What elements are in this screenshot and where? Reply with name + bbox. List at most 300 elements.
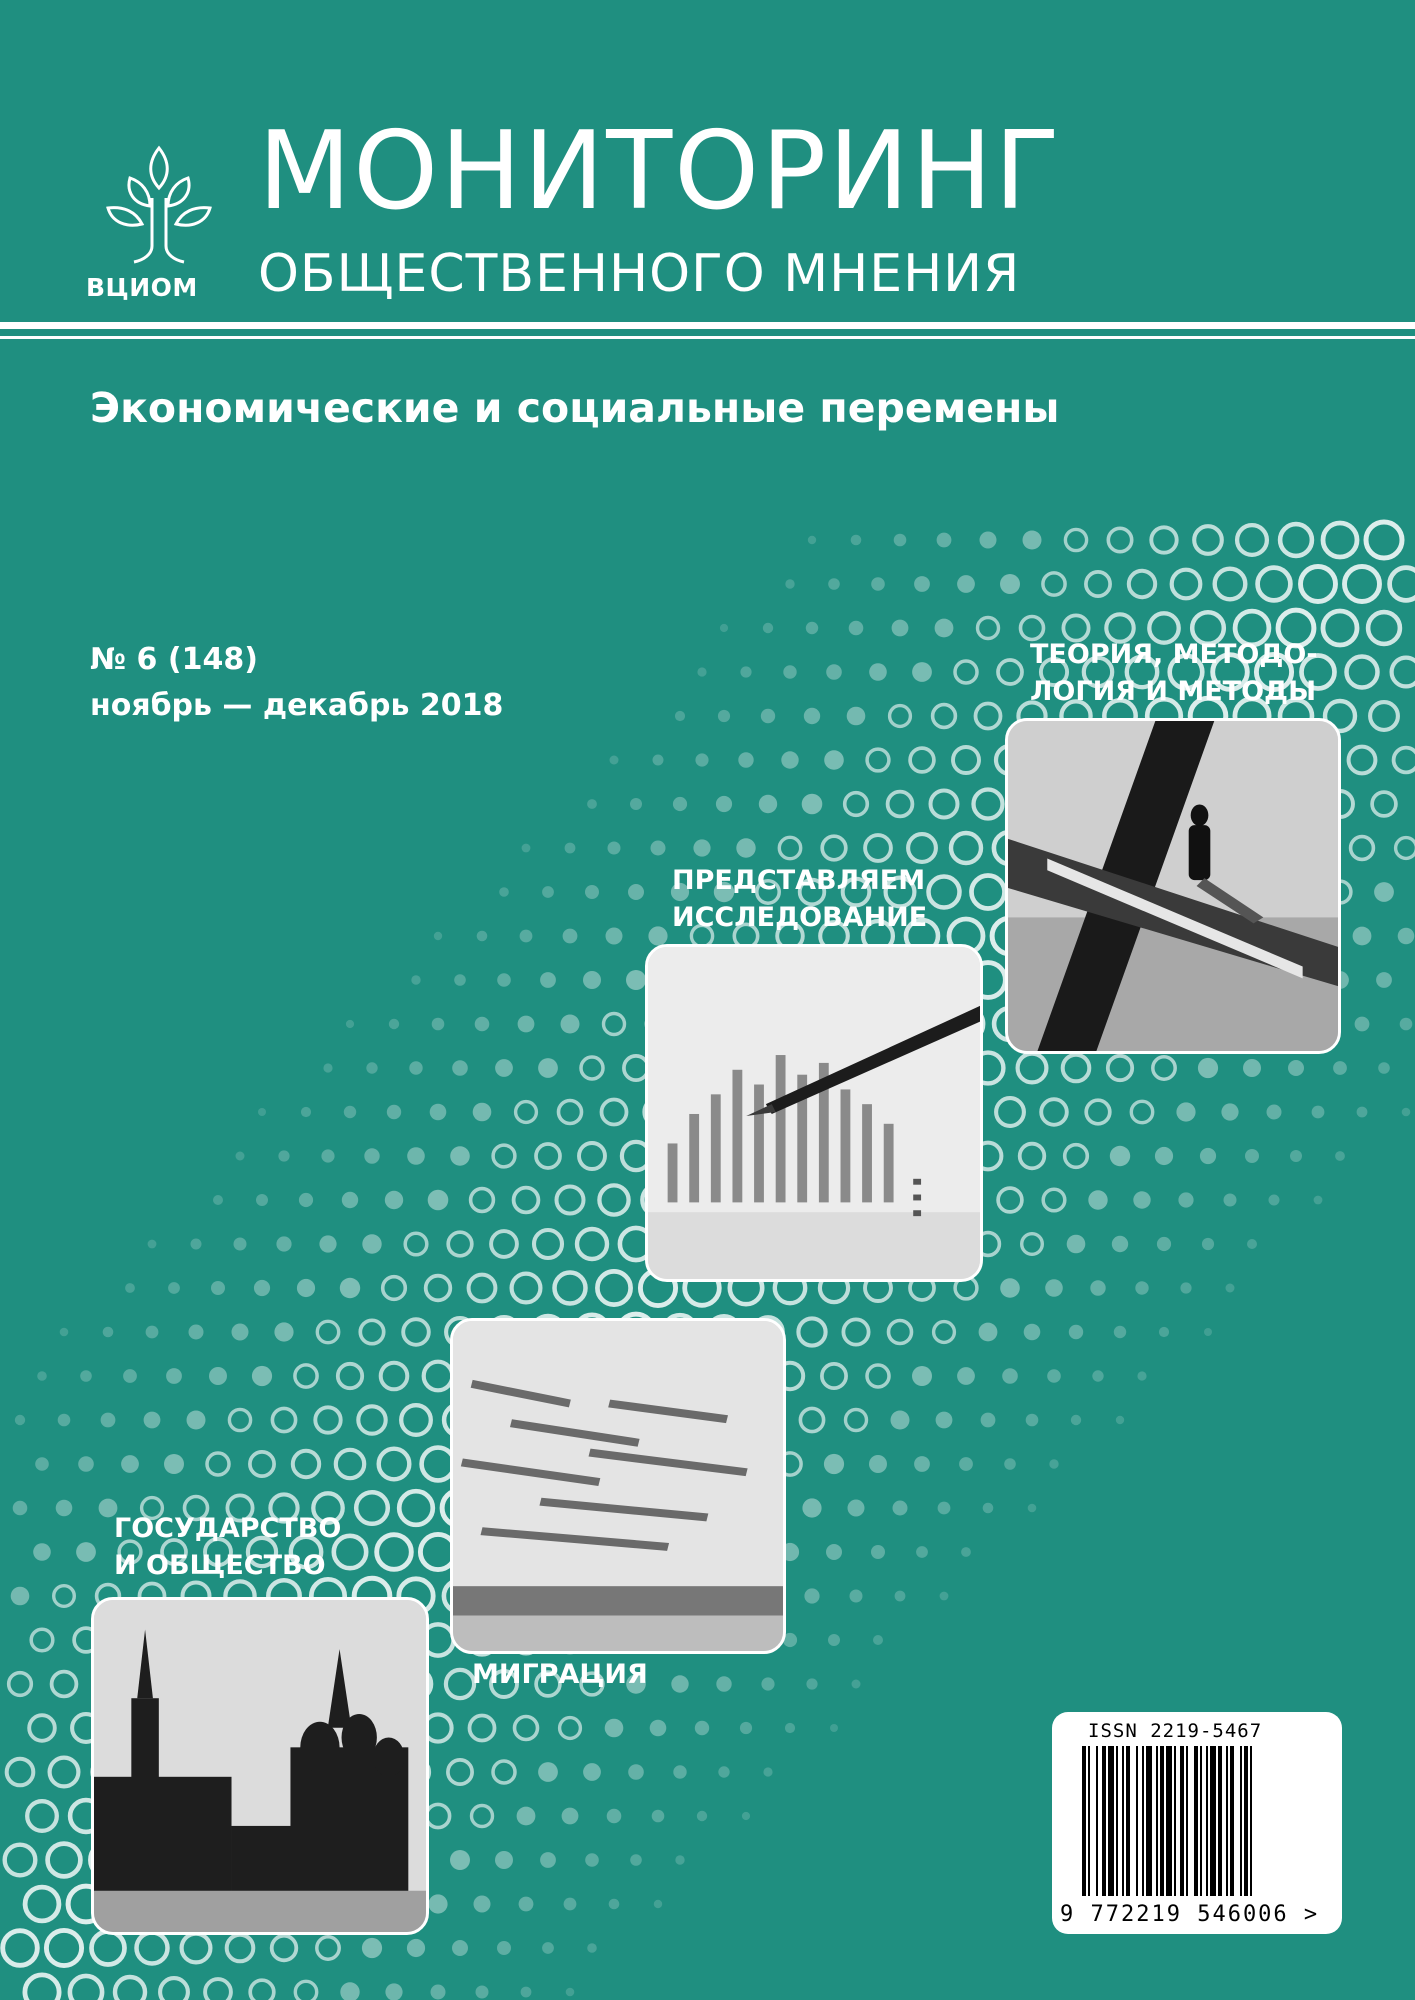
pattern-dot [250, 1452, 274, 1476]
pattern-dot [54, 1586, 75, 1607]
pattern-dot [475, 1017, 490, 1032]
pattern-dot [577, 1229, 607, 1259]
pattern-dot [236, 1152, 245, 1161]
pattern-dot [826, 1544, 842, 1560]
pattern-dot [871, 577, 885, 591]
pattern-dot [1372, 792, 1396, 816]
pattern-dot [849, 621, 864, 636]
pattern-dot [1198, 1058, 1218, 1078]
section-label-line: ИССЛЕДОВАНИЕ [672, 902, 928, 934]
pattern-dot [800, 1408, 823, 1431]
pattern-dot [1368, 612, 1400, 644]
pattern-dot [1333, 1061, 1347, 1075]
pattern-dot [379, 1449, 410, 1480]
journal-title: МОНИТОРИНГ [258, 109, 1063, 234]
pattern-dot [493, 1761, 515, 1783]
pattern-dot [431, 1985, 446, 2000]
pattern-dot [1353, 927, 1372, 946]
pattern-dot [697, 1811, 707, 1821]
pattern-dot [1110, 1146, 1130, 1166]
pattern-dot [895, 1591, 906, 1602]
pattern-dot [519, 1897, 534, 1912]
pattern-dot [695, 1721, 709, 1735]
section-label-migration [472, 1656, 648, 1693]
pattern-dot [974, 790, 1003, 819]
pattern-dot [1108, 528, 1131, 551]
pattern-dot [295, 1365, 317, 1387]
pattern-dot [763, 1767, 772, 1776]
pattern-dot [515, 1717, 538, 1740]
pattern-dot [1133, 1191, 1150, 1208]
pattern-dot [716, 1676, 731, 1691]
pattern-dot [781, 751, 798, 768]
pattern-dot [366, 1062, 377, 1073]
section-label-research [672, 862, 927, 937]
pattern-dot [961, 1547, 971, 1557]
pattern-dot [514, 1188, 539, 1213]
pattern-dot [561, 1015, 580, 1034]
pattern-dot [434, 932, 442, 940]
pattern-dot [15, 1415, 25, 1425]
barcode-number: 9 772219 546006 > [1060, 1902, 1320, 1927]
pattern-dot [1335, 1151, 1345, 1161]
pattern-dot [1390, 568, 1415, 601]
pattern-dot [1065, 529, 1086, 550]
pattern-dot [540, 1852, 556, 1868]
pattern-dot [272, 1408, 295, 1431]
pattern-dot [587, 1943, 597, 1953]
pattern-dot [13, 1501, 28, 1516]
pattern-dot [356, 1492, 388, 1524]
pattern-dot [1043, 1189, 1065, 1211]
pattern-dot [92, 1932, 125, 1965]
pattern-dot [450, 1850, 470, 1870]
pattern-dot [448, 1232, 472, 1256]
barcode-stripe [1226, 1746, 1228, 1896]
pattern-dot [536, 1144, 560, 1168]
barcode-stripe [1166, 1746, 1172, 1896]
pattern-dot [144, 1412, 161, 1429]
pattern-dot [1131, 1101, 1152, 1122]
pattern-dot [1067, 1235, 1086, 1254]
pattern-dot [70, 1976, 102, 2000]
pattern-dot [891, 1411, 910, 1430]
pattern-dot [168, 1282, 180, 1294]
pattern-dot [937, 533, 952, 548]
pattern-dot [1323, 523, 1357, 557]
barcode-stripe [1210, 1746, 1216, 1896]
pattern-dot [78, 1456, 94, 1472]
pattern-dot [736, 838, 755, 857]
pattern-dot [912, 662, 932, 682]
pattern-dot [517, 1807, 536, 1826]
barcode-stripe [1082, 1746, 1086, 1896]
pattern-dot [848, 1500, 865, 1517]
pattern-dot [1351, 837, 1374, 860]
section-label-line: ТЕОРИЯ, МЕТОДО- [1030, 639, 1318, 670]
pattern-dot [1092, 1370, 1103, 1381]
pattern-dot [843, 1319, 868, 1344]
pattern-dot [385, 1983, 402, 2000]
pattern-dot [871, 1545, 885, 1559]
pattern-dot [254, 1280, 270, 1296]
pattern-dot [581, 1057, 603, 1079]
pattern-dot [48, 1844, 81, 1877]
pattern-dot [916, 1546, 928, 1558]
pattern-dot [454, 974, 466, 986]
pattern-dot [407, 1939, 425, 1957]
pattern-dot [205, 1979, 231, 2000]
section-label-line: ПРЕДСТАВЛЯЕМ [672, 865, 926, 896]
pattern-dot [1221, 1103, 1238, 1120]
pattern-dot [651, 841, 666, 856]
pattern-dot [430, 1104, 447, 1121]
pattern-dot [806, 1678, 817, 1689]
pattern-dot [976, 704, 1001, 729]
pattern-dot [125, 1283, 135, 1293]
pattern-dot [409, 1061, 422, 1074]
pattern-dot [957, 1367, 975, 1385]
pattern-dot [278, 1150, 289, 1161]
pattern-dot [852, 1680, 861, 1689]
photo-migration [450, 1318, 786, 1654]
pattern-dot [385, 1191, 403, 1209]
pattern-dot [1000, 1278, 1020, 1298]
pattern-dot [1049, 1459, 1058, 1468]
photo-theory [1005, 718, 1341, 1054]
pattern-dot [346, 1020, 354, 1028]
pattern-dot [542, 886, 554, 898]
pattern-dot [340, 1278, 360, 1298]
pattern-dot [1243, 1059, 1261, 1077]
pattern-dot [213, 1195, 223, 1205]
pattern-dot [274, 1322, 293, 1341]
pattern-dot [1023, 531, 1042, 550]
pattern-dot [626, 970, 646, 990]
pattern-dot [256, 1194, 268, 1206]
pattern-dot [653, 755, 664, 766]
pattern-dot [187, 1411, 206, 1430]
pattern-dot [450, 1146, 470, 1166]
pattern-dot [822, 836, 846, 860]
pattern-dot [540, 972, 556, 988]
pattern-dot [1215, 569, 1246, 600]
pattern-dot [383, 1277, 406, 1300]
pattern-dot [1151, 527, 1176, 552]
pattern-dot [1396, 838, 1415, 859]
pattern-dot [806, 622, 818, 634]
pattern-dot [675, 1855, 684, 1864]
pattern-dot [740, 666, 751, 677]
pattern-dot [209, 1367, 227, 1385]
pattern-dot [1088, 1190, 1107, 1209]
pattern-dot [1086, 572, 1110, 596]
pattern-dot [80, 1370, 92, 1382]
pattern-dot [534, 1230, 562, 1258]
pattern-dot [364, 1148, 379, 1163]
pattern-dot [495, 1851, 513, 1869]
pattern-dot [428, 1894, 447, 1913]
section-label-line: ЛОГИЯ И МЕТОДЫ [1030, 676, 1317, 708]
pattern-dot [474, 1896, 491, 1913]
pattern-dot [342, 1192, 358, 1208]
barcode-block [1052, 1712, 1342, 1934]
pattern-dot [579, 1143, 605, 1169]
barcode-stripe [1250, 1746, 1252, 1896]
pattern-dot [981, 1413, 996, 1428]
pattern-dot [1224, 1194, 1237, 1207]
pattern-dot [869, 1455, 887, 1473]
pattern-dot [389, 1019, 399, 1029]
pattern-dot [428, 1190, 449, 1211]
pattern-dot [562, 1808, 579, 1825]
barcode-stripe [1180, 1746, 1184, 1896]
pattern-dot [824, 750, 844, 770]
pattern-dot [673, 1765, 686, 1778]
pattern-dot [650, 1720, 667, 1737]
pattern-dot [845, 793, 868, 816]
pattern-dot [1394, 748, 1415, 773]
pattern-dot [978, 618, 999, 639]
pattern-dot [914, 1456, 930, 1472]
pattern-dot [846, 1410, 867, 1431]
pattern-dot [471, 1189, 494, 1212]
pattern-dot [499, 887, 509, 897]
header-rule-bottom [0, 336, 1415, 339]
pattern-dot [998, 660, 1022, 684]
pattern-dot [607, 1809, 622, 1824]
pattern-dot [802, 1498, 821, 1517]
pattern-dot [1041, 1099, 1067, 1125]
pattern-dot [740, 1722, 752, 1734]
pattern-dot [675, 711, 685, 721]
pattern-dot [959, 1457, 973, 1471]
pattern-dot [1086, 1100, 1110, 1124]
pattern-dot [560, 1718, 581, 1739]
pattern-dot [229, 1409, 250, 1430]
pattern-dot [557, 1187, 584, 1214]
pattern-dot [718, 710, 730, 722]
pattern-dot [452, 1060, 468, 1076]
pattern-dot [720, 624, 728, 632]
pattern-dot [804, 708, 820, 724]
pattern-dot [1022, 1234, 1043, 1255]
pattern-dot [867, 1365, 889, 1387]
pattern-dot [1345, 567, 1380, 602]
barcode-stripe [1186, 1746, 1188, 1896]
pattern-dot [1043, 573, 1065, 595]
pattern-dot [1018, 1054, 1047, 1083]
section-label-line: И ОБЩЕСТВО [114, 1550, 326, 1582]
pattern-dot [585, 885, 599, 899]
pattern-dot [1180, 1282, 1191, 1293]
pattern-dot [1392, 658, 1415, 687]
pattern-dot [908, 834, 936, 862]
pattern-dot [1267, 1105, 1282, 1120]
pattern-dot [362, 1938, 382, 1958]
issn-label: ISSN 2219-5467 [1088, 1720, 1263, 1742]
pattern-dot [936, 1412, 953, 1429]
barcode-stripe [1160, 1746, 1164, 1896]
pattern-dot [160, 1978, 188, 2000]
barcode-stripe [1156, 1746, 1158, 1896]
pattern-dot [951, 833, 981, 863]
pattern-dot [5, 1845, 36, 1876]
issue-number: № 6 (148) [90, 642, 258, 677]
pattern-dot [890, 706, 911, 727]
pattern-dot [824, 1454, 844, 1474]
pattern-dot [60, 1328, 69, 1337]
barcode-stripe [1088, 1746, 1090, 1896]
pattern-dot [401, 1405, 431, 1435]
pattern-dot [693, 839, 710, 856]
tree-logo-icon [96, 128, 222, 278]
pattern-dot [1398, 928, 1415, 945]
header-rule-top [0, 322, 1415, 329]
pattern-dot [319, 1235, 336, 1252]
pattern-dot [1237, 525, 1267, 555]
pattern-dot [148, 1240, 157, 1249]
pattern-dot [432, 1018, 445, 1031]
pattern-dot [738, 752, 753, 767]
journal-title-subline: ОБЩЕСТВЕННОГО МНЕНИЯ [258, 244, 1021, 304]
pattern-dot [321, 1149, 334, 1162]
pattern-dot [1323, 611, 1357, 645]
barcode-stripe [1102, 1746, 1106, 1896]
pattern-dot [407, 1147, 425, 1165]
pattern-dot [980, 532, 997, 549]
pattern-dot [1153, 1057, 1175, 1079]
barcode-stripe [1230, 1746, 1234, 1896]
barcode-stripe [1244, 1746, 1248, 1896]
pattern-dot [1349, 747, 1376, 774]
pattern-dot [798, 1318, 825, 1345]
pattern-dot [411, 975, 420, 984]
pattern-dot [1172, 570, 1201, 599]
pattern-dot [166, 1368, 182, 1384]
pattern-dot [912, 1366, 932, 1386]
pattern-dot [935, 619, 954, 638]
pattern-dot [360, 1320, 383, 1343]
pattern-dot [1116, 1416, 1124, 1424]
pattern-dot [11, 1587, 30, 1606]
pattern-dot [491, 1231, 517, 1257]
pattern-dot [1002, 1368, 1018, 1384]
pattern-dot [52, 1672, 77, 1697]
pattern-dot [1357, 1107, 1368, 1118]
pattern-dot [317, 1321, 338, 1342]
pattern-dot [405, 1233, 427, 1255]
pattern-dot [9, 1673, 32, 1696]
pattern-dot [828, 578, 840, 590]
pattern-dot [472, 1806, 493, 1827]
pattern-dot [1280, 524, 1312, 556]
pattern-dot [847, 707, 866, 726]
pattern-dot [146, 1326, 159, 1339]
pattern-dot [652, 1810, 665, 1823]
pattern-dot [983, 1503, 994, 1514]
pattern-dot [473, 1103, 492, 1122]
section-label-line: ГОСУДАРСТВО [114, 1513, 342, 1544]
pattern-dot [426, 1276, 451, 1301]
pattern-dot [7, 1759, 34, 1786]
pattern-dot [697, 667, 706, 676]
pattern-dot [610, 756, 619, 765]
pattern-dot [826, 664, 842, 680]
photo-research [645, 944, 983, 1282]
pattern-dot [1176, 1102, 1195, 1121]
pattern-dot [1355, 1017, 1370, 1032]
pattern-dot [3, 1931, 38, 1966]
pattern-dot [538, 1058, 558, 1078]
pattern-dot [227, 1935, 254, 1962]
pattern-dot [258, 1108, 266, 1116]
pattern-dot [785, 1723, 795, 1733]
pattern-dot [27, 1801, 57, 1831]
pattern-dot [1028, 1504, 1037, 1513]
pattern-dot [867, 749, 889, 771]
barcode-stripe [1146, 1746, 1152, 1896]
pattern-dot [137, 1933, 168, 1964]
pattern-dot [628, 884, 644, 900]
pattern-dot [555, 1273, 586, 1304]
pattern-dot [1370, 702, 1398, 730]
pattern-dot [830, 1724, 838, 1732]
pattern-dot [1129, 571, 1155, 597]
pattern-dot [957, 575, 975, 593]
pattern-dot [191, 1239, 202, 1250]
pattern-dot [802, 794, 823, 815]
pattern-dot [1026, 1414, 1039, 1427]
pattern-dot [1301, 567, 1336, 602]
pattern-dot [336, 1450, 364, 1478]
pattern-dot [938, 1502, 951, 1515]
pattern-dot [785, 579, 794, 588]
pattern-dot [516, 1102, 537, 1123]
section-label-state [114, 1510, 341, 1585]
pattern-dot [654, 1900, 662, 1908]
pattern-dot [1400, 1018, 1413, 1031]
barcode-stripe [1218, 1746, 1222, 1896]
pattern-dot [58, 1414, 71, 1427]
pattern-dot [399, 1491, 433, 1525]
pattern-dot [46, 1930, 81, 1965]
pattern-dot [1137, 1371, 1146, 1380]
pattern-dot [542, 1942, 554, 1954]
pattern-dot [1378, 1062, 1390, 1074]
pattern-dot [604, 1014, 625, 1035]
pattern-dot [566, 1988, 575, 1997]
pattern-dot [477, 931, 488, 942]
pattern-dot [1269, 1195, 1280, 1206]
pattern-dot [865, 835, 891, 861]
pattern-dot [522, 844, 531, 853]
pattern-dot [893, 1501, 908, 1516]
pattern-dot [1045, 1279, 1063, 1297]
pattern-dot [605, 1719, 624, 1738]
pattern-dot [759, 795, 777, 813]
pattern-dot [1135, 1281, 1148, 1294]
pattern-dot [587, 799, 597, 809]
org-name: ВЦИОМ [86, 273, 198, 302]
pattern-dot [76, 1542, 96, 1562]
pattern-dot [387, 1105, 401, 1119]
pattern-dot [338, 1364, 362, 1388]
pattern-dot [996, 1098, 1024, 1126]
pattern-dot [804, 1588, 819, 1603]
pattern-dot [779, 837, 800, 858]
pattern-dot [424, 1362, 453, 1391]
